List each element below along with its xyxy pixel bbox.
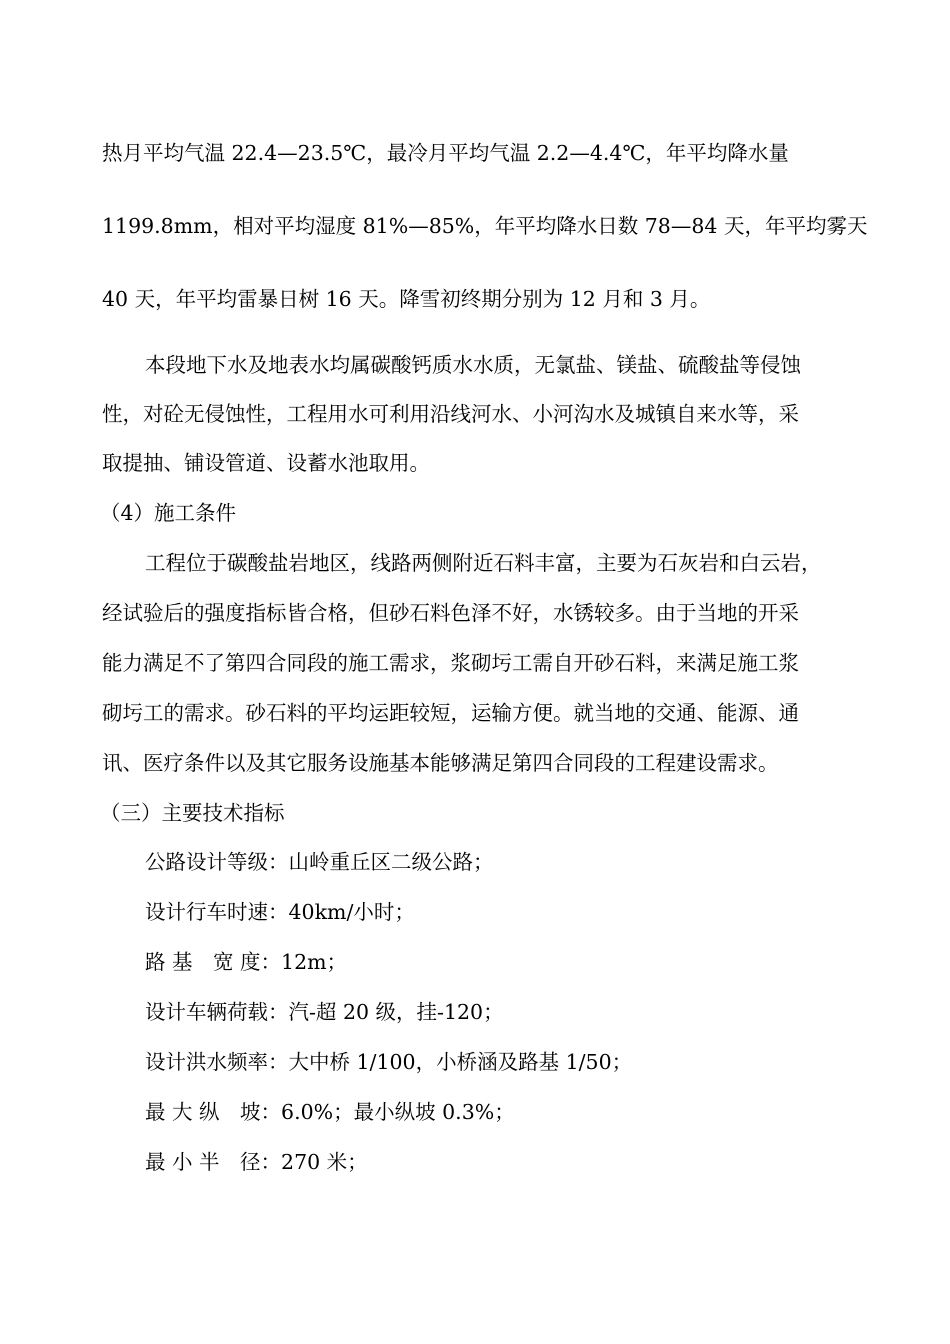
water-text-line-3: 取提抽、铺设管道、设蓄水池取用。 xyxy=(102,451,430,475)
water-text-line-2: 性，对砼无侵蚀性，工程用水可利用沿线河水、小河沟水及城镇自来水等，采 xyxy=(102,402,799,426)
water-text-line-1: 本段地下水及地表水均属碳酸钙质水水质，无氯盐、镁盐、硫酸盐等侵蚀 xyxy=(145,353,801,377)
indicator-design-speed: 设计行车时速：40km/小时； xyxy=(145,900,415,924)
indicator-min-radius: 最 小 半 径：270 米； xyxy=(145,1150,368,1174)
construction-text-line-1: 工程位于碳酸盐岩地区，线路两侧附近石料丰富，主要为石灰岩和白云岩， xyxy=(145,551,822,575)
section-heading-construction: （4）施工条件 xyxy=(100,501,237,525)
indicator-flood-frequency: 设计洪水频率：大中桥 1/100，小桥涵及路基 1/50； xyxy=(145,1050,633,1074)
indicator-roadbed-width: 路 基 宽 度：12m； xyxy=(145,950,348,974)
section-heading-indicators: （三）主要技术指标 xyxy=(100,801,285,825)
indicator-road-grade: 公路设计等级：山岭重丘区二级公路； xyxy=(145,850,494,874)
climate-text-line-1: 热月平均气温 22.4—23.5℃，最冷月平均气温 2.2—4.4℃，年平均降水量 xyxy=(102,141,789,165)
construction-text-line-5: 讯、医疗条件以及其它服务设施基本能够满足第四合同段的工程建设需求。 xyxy=(102,751,779,775)
climate-text-line-3: 40 天，年平均雷暴日树 16 天。降雪初终期分别为 12 月和 3 月。 xyxy=(102,287,711,311)
climate-text-line-2: 1199.8mm，相对平均湿度 81%—85%，年平均降水日数 78—84 天，年平均雾天 xyxy=(102,214,868,238)
indicator-max-grade: 最 大 纵 坡：6.0%；最小纵坡 0.3%； xyxy=(145,1100,515,1124)
indicator-vehicle-load: 设计车辆荷载：汽-超 20 级，挂-120； xyxy=(145,1000,504,1024)
construction-text-line-2: 经试验后的强度指标皆合格，但砂石料色泽不好，水锈较多。由于当地的开采 xyxy=(102,601,799,625)
construction-text-line-4: 砌圬工的需求。砂石料的平均运距较短，运输方便。就当地的交通、能源、通 xyxy=(102,701,799,725)
construction-text-line-3: 能力满足不了第四合同段的施工需求，浆砌圬工需自开砂石料，来满足施工浆 xyxy=(102,651,799,675)
